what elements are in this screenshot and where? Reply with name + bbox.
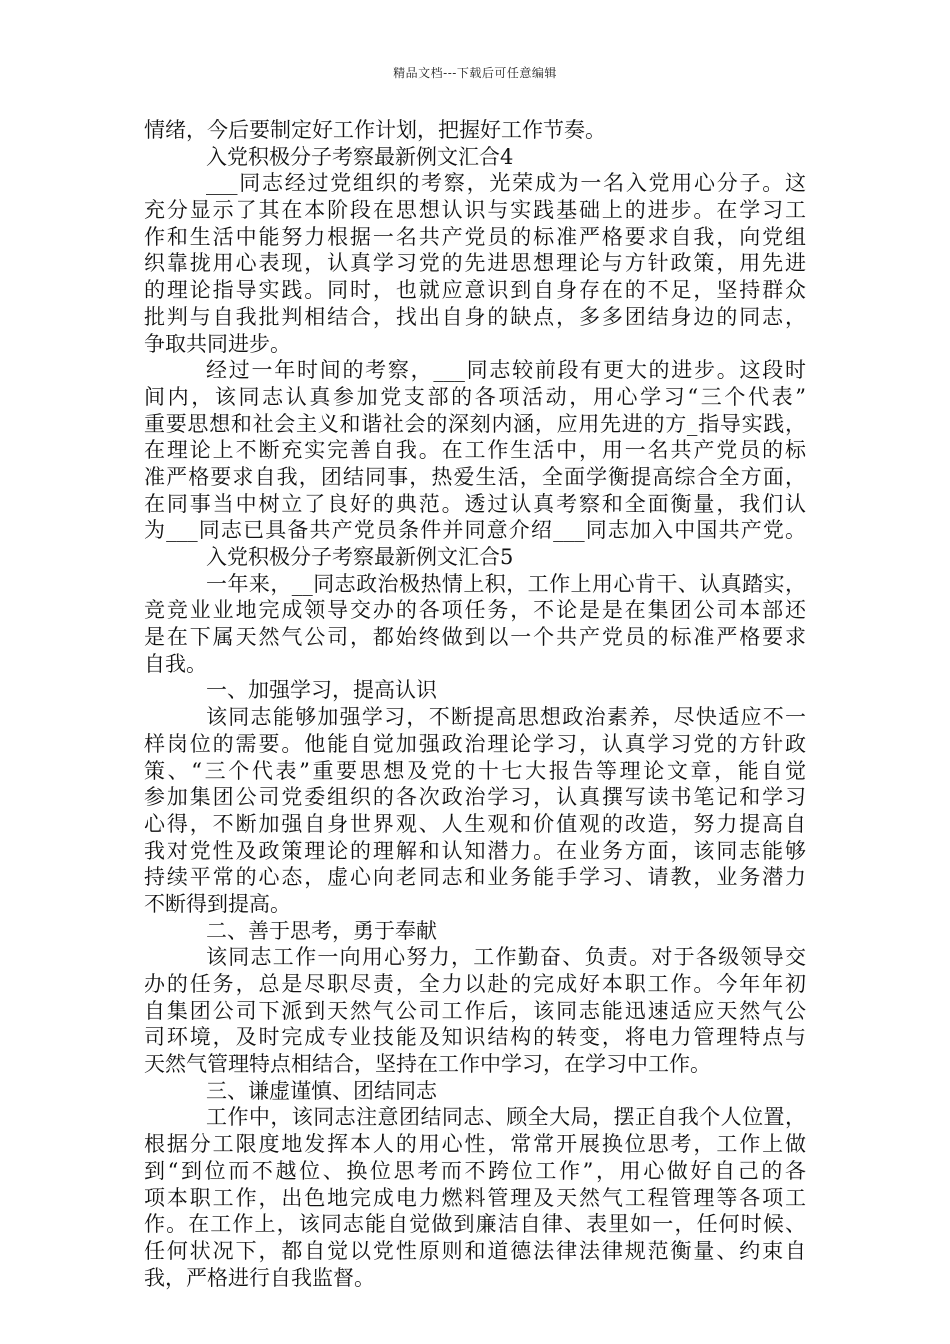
- text-line: 作和生活中能努力根据一名共产党员的标准严格要求自我，向党组: [144, 224, 806, 249]
- text-line: 策、“三个代表”重要思想及党的十七大报告等理论文章，能自觉: [144, 758, 806, 783]
- text-line: 为___同志已具备共产党员条件并同意介绍___同志加入中国共产党。: [144, 518, 806, 543]
- text-line: 根据分工限度地发挥本人的用心性，常常开展换位思考，工作上做: [144, 1132, 806, 1157]
- document-body: [144, 117, 806, 1291]
- page-header: 精品文档---下载后可任意编辑: [393, 66, 557, 80]
- text-line: 一年来，__同志政治极热情上积，工作上用心肯干、认真踏实，: [206, 571, 806, 596]
- text-line: 项本职工作，出色地完成电力燃料管理及天然气工程管理等各项工: [144, 1185, 806, 1210]
- text-line: 间内，该同志认真参加党支部的各项活动，用心学习“三个代表”: [144, 384, 806, 409]
- text-line: 准严格要求自我，团结同事，热爱生活，全面学衡提高综合全方面，: [144, 464, 806, 489]
- text-line: 二、善于思考，勇于奉献: [206, 918, 437, 943]
- text-line: 我，严格进行自我监督。: [144, 1265, 375, 1290]
- text-line: 作。在工作上，该同志能自觉做到廉洁自律、表里如一，任何时候、: [144, 1212, 806, 1237]
- text-line: 到“到位而不越位、换位思考而不跨位工作”，用心做好自己的各: [144, 1158, 806, 1183]
- text-line: 情绪，今后要制定好工作计划，把握好工作节奏。: [144, 118, 606, 142]
- text-line: 的理论指导实践。同时，也就应意识到自身存在的不足，坚持群众: [144, 278, 806, 303]
- text-line: 入党积极分子考察最新例文汇合4: [206, 144, 514, 169]
- text-line: 批判与自我批判相结合，找出自身的缺点，多多团结身边的同志，: [144, 304, 806, 329]
- text-line: 样岗位的需要。他能自觉加强政治理论学习，认真学习党的方针政: [144, 731, 806, 756]
- text-line: 三、谦虚谨慎、团结同志: [206, 1078, 437, 1103]
- text-line: 任何状况下，都自觉以党性原则和道德法律法律规范衡量、约束自: [144, 1238, 806, 1263]
- text-line: 参加集团公司党委组织的各次政治学习，认真撰写读书笔记和学习: [144, 785, 806, 810]
- text-line: 工作中，该同志注意团结同志、顾全大局，摆正自我个人位置，: [206, 1105, 806, 1130]
- text-line: 充分显示了其在本阶段在思想认识与实践基础上的进步。在学习工: [144, 198, 806, 223]
- text-line: 持续平常的心态，虚心向老同志和业务能手学习、请教，业务潜力: [144, 865, 806, 890]
- text-line: 竞竞业业地完成领导交办的各项任务，不论是是在集团公司本部还: [144, 598, 806, 623]
- text-line: 天然气管理特点相结合，坚持在工作中学习，在学习中工作。: [144, 1052, 711, 1077]
- text-line: ___同志经过党组织的考察，光荣成为一名入党用心分子。这: [206, 171, 806, 196]
- text-line: 织靠拢用心表现，认真学习党的先进思想理论与方针政策，用先进: [144, 251, 806, 276]
- text-line: 入党积极分子考察最新例文汇合5: [206, 545, 514, 569]
- text-line: 办的任务，总是尽职尽责，全力以赴的完成好本职工作。今年年初: [144, 972, 806, 996]
- text-line: 我对党性及政策理论的理解和认知潜力。在业务方面，该同志能够: [144, 838, 806, 863]
- text-line: 重要思想和社会主义和谐社会的深刻内涵，应用先进的方_指导实践，: [144, 411, 806, 436]
- text-line: 不断得到提高。: [144, 891, 291, 916]
- text-line: 该同志工作一向用心努力，工作勤奋、负责。对于各级领导交: [206, 945, 806, 970]
- text-line: 自集团公司下派到天然气公司工作后，该同志能迅速适应天然气公: [144, 998, 806, 1023]
- text-line: 司环境，及时完成专业技能及知识结构的转变，将电力管理特点与: [144, 1025, 806, 1050]
- text-line: 自我。: [144, 651, 207, 676]
- text-line: 在同事当中树立了良好的典范。透过认真考察和全面衡量，我们认: [144, 491, 806, 516]
- text-line: 经过一年时间的考察，___同志较前段有更大的进步。这段时: [206, 358, 806, 383]
- text-line: 心得，不断加强自身世界观、人生观和价值观的改造，努力提高自: [144, 811, 806, 836]
- text-line: 是在下属天然气公司，都始终做到以一个共产党员的标准严格要求: [144, 625, 806, 650]
- text-line: 在理论上不断充实完善自我。在工作生活中，用一名共产党员的标: [144, 438, 806, 463]
- text-line: 该同志能够加强学习，不断提高思想政治素养，尽快适应不一: [206, 705, 806, 730]
- text-line: 一、加强学习，提高认识: [206, 678, 437, 703]
- text-line: 争取共同进步。: [144, 331, 291, 356]
